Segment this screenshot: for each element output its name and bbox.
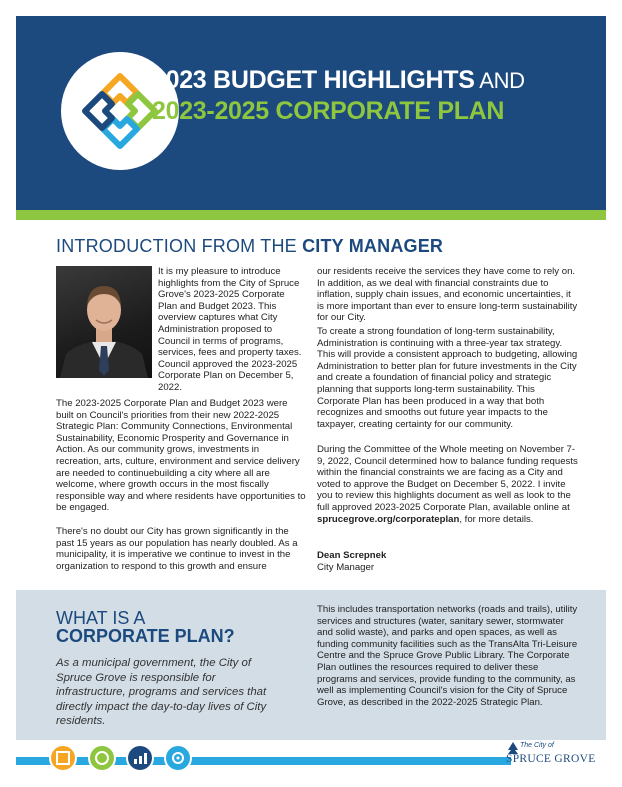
city-of-spruce-grove-logo [506,742,606,776]
brand-small-text: The City of [520,742,554,749]
economic-prosperity-icon [126,744,154,772]
intro-paragraph-6: During the Committee of the Whole meeting on November 7-9, 2022, Council determined how to balance funding requests within the financial constraints we are facing as a City and voted to approve the Budget on December 5, 2022. I invite you to review this highlights document as well as look to the full approved 2023-2025 Corporate Plan, available online at sprucegrove.org/corporateplan, for more details. [317,444,578,525]
intro-paragraph-4: our residents receive the services they have come to rely on. In addition, as we deal with financial constraints due to inflation, supply chain issues, and economic uncertainties, it is more important than ever to ensure long-term sustainability for our City. [317,266,578,324]
intro-heading-bold: CITY MANAGER [302,236,444,256]
community-connections-icon [49,744,77,772]
corporate-plan-link[interactable]: sprucegrove.org/corporateplan [317,513,460,525]
corporate-plan-intro: As a municipal government, the City of Spruce Grove is responsible for infrastructure, programs and services that directly impact the day-to-day lives of City residents. [56,657,267,728]
title-and: AND [474,68,525,93]
governance-icon [164,744,192,772]
intro-paragraph-3: There's no doubt our City has grown significantly in the past 15 years as our population has nearly doubled. As a municipality, it is imperative we continue to invest in the organization to respond to this growth and ensure [56,526,298,572]
intro-paragraph-1: It is my pleasure to introduce highlights from the City of Spruce Grove's 2023-2025 Corporate Plan and Budget 2023. This overview captures what City Administration proposed to Council in terms of programs, services, fees and property taxes. Council approved the 2023-2025 Corporate Plan on December 5, 2022. [158,266,302,393]
intro-heading: INTRODUCTION FROM THE CITY MANAGER [56,236,444,256]
brand-name: SPRUCE GROVE [506,753,596,765]
page-title-line1: 2023 BUDGET HIGHLIGHTS AND [152,66,525,94]
corporate-plan-heading-line2: CORPORATE PLAN? [56,626,235,646]
intro-paragraph-2: The 2023-2025 Corporate Plan and Budget 2023 were built on Council's priorities from their new 2022-2025 Strategic Plan: Community Connections, Environmental Sustainability, Economic Prosperity and Governance in Action. As our community grows, investments in recreation, arts, culture, environment and service delivery are needed to continuebuilding a city where all are welcome, where growth occurs in the most fiscally responsible way and where residents have opportunities to be engaged. [56,398,306,514]
corporate-plan-heading-line1: WHAT IS A [56,608,146,628]
signature-name: Dean Screpnek [317,550,387,561]
corporate-plan-description: This includes transportation networks (roads and trails), utility services and structures (water, sanitary sewer, stormwater and solid waste), and parks and open spaces, as well as funding community facilities such as the TransAlta Tri-Leisure Centre and the Spruce Grove Public Library. The Corporate Plan outlines the resources required to deliver these programs and services, provide funding to the community, as well as implementing Council's vision for the City of Spruce Grove, as described in the 2022-2025 Strategic Plan. [317,604,578,708]
city-manager-photo [56,266,152,378]
signature-title: City Manager [317,562,375,573]
intro-paragraph-5: To create a strong foundation of long-term sustainability, Administration is continuing with a three-year tax strategy. This will provide a consistent approach to budgeting, allowing Administration to better plan for future investments in the City and create a foundation of financial policy and strategic planning that supports long-term sustainability. This Corporate Plan has been produced in a way that both recognizes and smooths out future year impacts to the taxpayer, creating certainty for our community. [317,326,578,430]
environmental-sustainability-icon [88,744,116,772]
page-title-line2: 2023-2025 CORPORATE PLAN [152,97,505,125]
header-accent-bar [16,210,606,220]
